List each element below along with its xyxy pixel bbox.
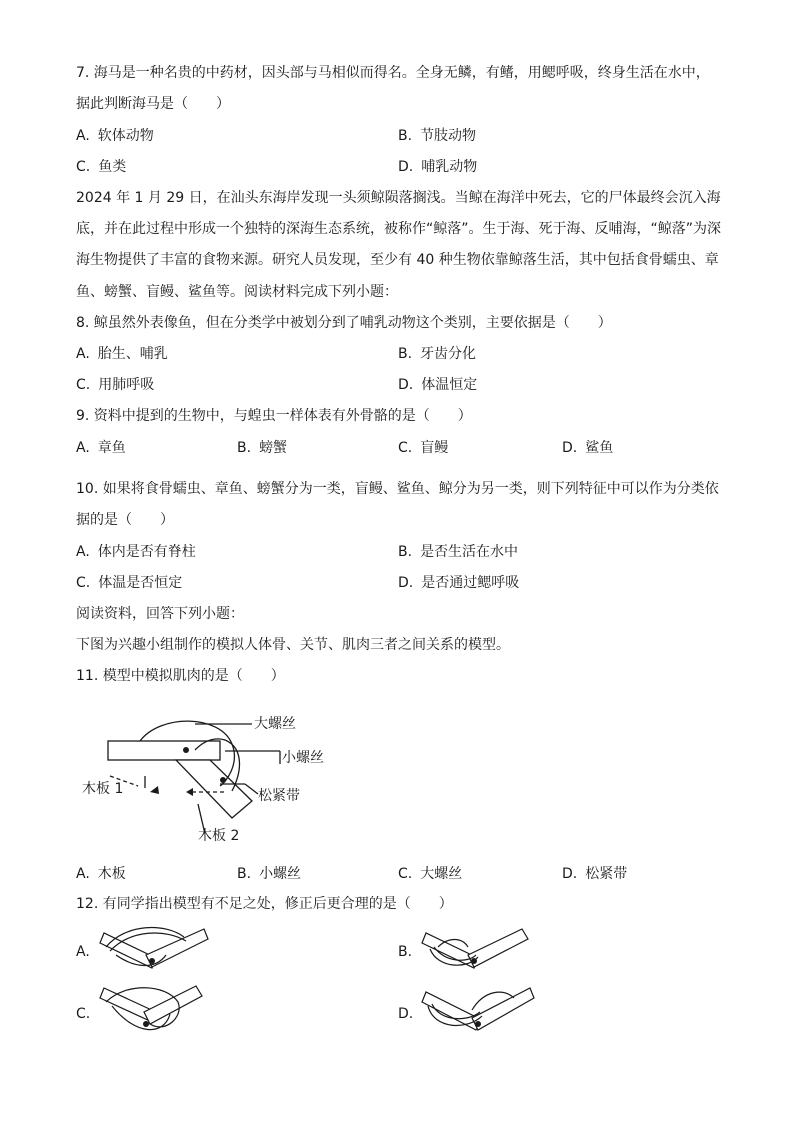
arrow-head-icon: [186, 788, 193, 796]
q12-option-b-figure: [418, 925, 533, 975]
q8-option-d: D. 体温恒定: [398, 377, 478, 393]
q9-option-d: D. 鲨鱼: [562, 440, 614, 456]
q8-option-a: A. 胎生、哺乳: [76, 346, 168, 362]
board-2: [176, 760, 252, 818]
q10-option-b: B. 是否生活在水中: [398, 544, 519, 560]
q10-option-a: A. 体内是否有脊柱: [76, 544, 196, 560]
q7-option-d: D. 哺乳动物: [398, 159, 478, 175]
big-screw: [183, 747, 189, 753]
q12-option-b-letter: B.: [398, 944, 413, 960]
q12-stem: 12. 有同学指出模型有不足之处，修正后更合理的是（ ）: [76, 896, 453, 912]
passage2-line2: 下图为兴趣小组制作的模拟人体骨、关节、肌肉三者之间关系的模型。: [76, 637, 510, 653]
label-big-screw: 大螺丝: [254, 716, 296, 732]
q10-option-c: C. 体温是否恒定: [76, 575, 183, 591]
q12-option-d-figure: [418, 982, 538, 1037]
q10-option-d: D. 是否通过鳃呼吸: [398, 575, 520, 591]
q12-option-c-letter: C.: [76, 1006, 91, 1022]
q8-option-c: C. 用肺呼吸: [76, 377, 155, 393]
q11-stem: 11. 模型中模拟肌肉的是（ ）: [76, 668, 285, 684]
q12-option-c-figure: [96, 984, 206, 1039]
q8-option-b: B. 牙齿分化: [398, 346, 477, 362]
q9-stem: 9. 资料中提到的生物中，与蝗虫一样体表有外骨骼的是（ ）: [76, 408, 472, 424]
arrow-head-icon: [150, 786, 159, 794]
label-band: 松紧带: [258, 788, 300, 804]
passage1-line1: 2024 年 1 月 29 日，在汕头东海岸发现一头须鲸陨落搁浅。当鲸在海洋中死去，它的尸体最终会沉入海: [76, 190, 721, 206]
q11-option-a: A. 木板: [76, 866, 126, 882]
q7-option-b: B. 节肢动物: [398, 128, 477, 144]
label-small-screw: 小螺丝: [282, 750, 324, 766]
passage1-line4: 鱼、螃蟹、盲鳗、鲨鱼等。阅读材料完成下列小题：: [76, 284, 398, 300]
q7-stem-line2: 据此判断海马是（ ）: [76, 96, 230, 112]
q12-option-d-letter: D.: [398, 1006, 414, 1022]
label-board1: 木板 1: [82, 781, 124, 797]
q12-option-a-figure: [96, 925, 211, 973]
q7-option-a: A. 软体动物: [76, 128, 154, 144]
q10-stem-line1: 10. 如果将食骨蠕虫、章鱼、螃蟹分为一类，盲鳗、鲨鱼、鲸分为另一类，则下列特征中可以作为分类依: [76, 481, 719, 497]
q12-option-a-letter: A.: [76, 944, 90, 960]
passage2-line1: 阅读资料，回答下列小题：: [76, 606, 244, 622]
label-board2: 木板 2: [198, 828, 240, 844]
passage1-line3: 海生物提供了丰富的食物来源。研究人员发现，至少有 40 种生物依靠鲸落生活，其中包括食骨蠕虫、章: [76, 252, 719, 268]
q11-option-d: D. 松紧带: [562, 866, 628, 882]
joint-model-figure: [80, 706, 340, 856]
q11-option-c: C. 大螺丝: [398, 866, 463, 882]
small-screw: [220, 777, 226, 783]
q7-option-c: C. 鱼类: [76, 159, 127, 175]
q8-stem: 8. 鲸虽然外表像鱼，但在分类学中被划分到了哺乳动物这个类别，主要依据是（ ）: [76, 315, 612, 331]
q9-option-a: A. 章鱼: [76, 440, 126, 456]
q9-option-c: C. 盲鳗: [398, 440, 449, 456]
q10-stem-line2: 据的是（ ）: [76, 512, 174, 528]
q7-stem-line1: 7. 海马是一种名贵的中药材，因头部与马相似而得名。全身无鳞，有鳍，用鳃呼吸，终身生活在水中，: [76, 65, 710, 81]
q9-option-b: B. 螃蟹: [237, 440, 288, 456]
passage1-line2: 底，并在此过程中形成一个独特的深海生态系统，被称作“鲸落”。生于海、死于海、反哺海，“鲸落”为深: [76, 221, 722, 237]
q11-option-b: B. 小螺丝: [237, 866, 302, 882]
